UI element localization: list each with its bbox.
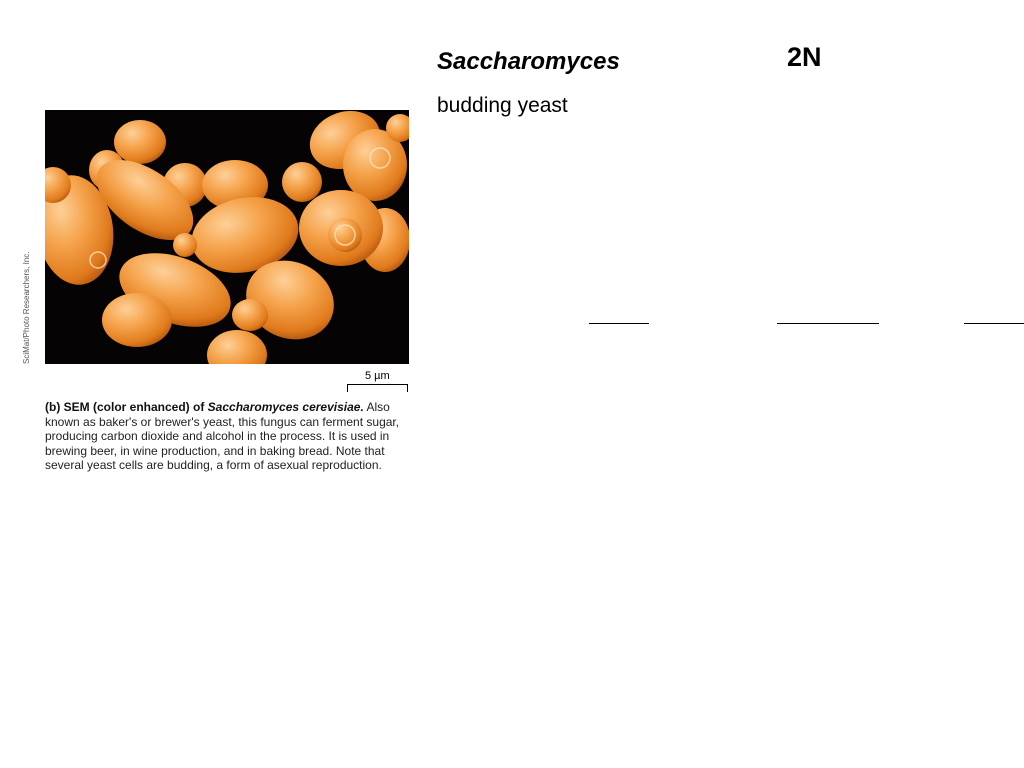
- yeast-sem-photo: [45, 110, 409, 364]
- scale-bar: [347, 384, 408, 392]
- blank-line-3: [964, 323, 1024, 324]
- caption-species: Saccharomyces cerevisiae.: [207, 400, 364, 414]
- caption-label: (b) SEM (color enhanced) of: [45, 400, 208, 414]
- yeast-cells-illustration: [45, 110, 409, 364]
- caption-text: Also known as baker's or brewer's yeast, this fungus can ferment sugar, producing carbon dioxide and alcohol in the process. It is used in brewing beer, in wine production, and in baking bread. Note that several yeast cells are budding, a form of asexual reproduction.: [45, 400, 400, 473]
- scale-bar-label: 5 µm: [365, 370, 390, 382]
- slide-title: Saccharomyces: [437, 48, 620, 75]
- ploidy-label: 2N: [787, 42, 822, 72]
- slide-subtitle: budding yeast: [437, 94, 568, 117]
- photo-credit: SciMat/Photo Researchers, Inc.: [22, 251, 31, 364]
- blank-line-2: [777, 323, 879, 324]
- figure-caption: [45, 400, 415, 473]
- blank-line-1: [589, 323, 649, 324]
